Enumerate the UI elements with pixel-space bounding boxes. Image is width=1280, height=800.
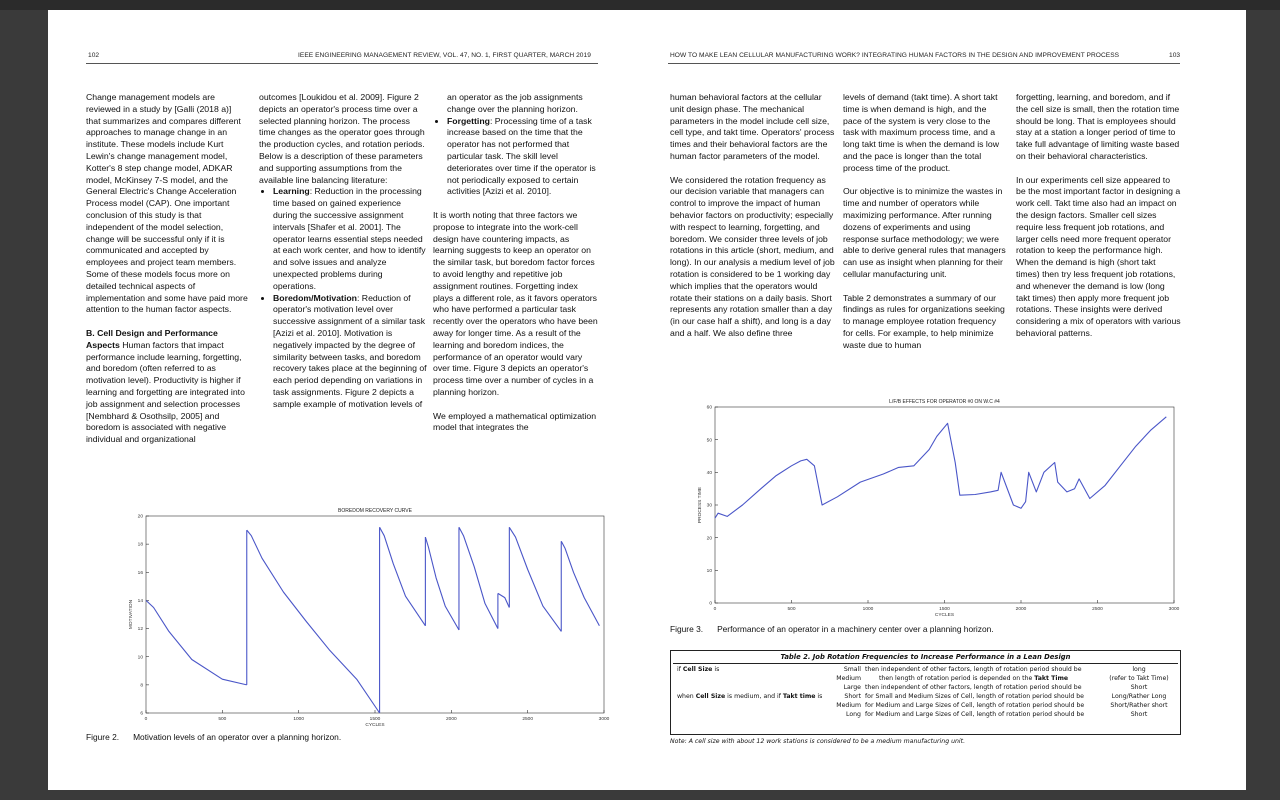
table-row-rule: then independent of other factors, length of rotation period should be: [865, 666, 1082, 673]
right-column-1: [670, 92, 835, 352]
table-note: Note: A cell size with about 12 work stations is considered to be a medium manufacturing unit.: [670, 738, 966, 745]
list-item: [273, 293, 427, 411]
factor-list-cont: [433, 116, 599, 199]
window-top-strip: [0, 0, 1280, 10]
figure-caption-text: Motivation levels of an operator over a planning horizon.: [133, 732, 342, 742]
paragraph: outcomes [Loukidou et al. 2009]. Figure 2 depicts an operator's process time over a selected planning horizon. The process time changes as the operator goes through the production cycles, and rotation periods. Below is a description of these parameters and supporting assumptions from the available line balancing literature:: [259, 92, 425, 185]
left-page: [48, 10, 647, 790]
x-tick-label: 3000: [1168, 607, 1180, 612]
table-row-rule: for Medium and Large Sizes of Cell, length of rotation period should be: [865, 702, 1085, 709]
paragraph: levels of demand (takt time). A short takt time is when demand is high, and the pace of the system is very close to the task with maximum process time, and a long takt time is when the demand is low and the pace is longer than the total process time of the product.: [843, 92, 999, 173]
list-item: [273, 186, 427, 292]
curve-segment: [459, 527, 498, 628]
page-number: 103: [1169, 52, 1181, 59]
condition-term: Cell Size: [695, 693, 726, 700]
figure-3-chart: [683, 391, 1183, 623]
section-heading: B. Cell Design and Performance Aspects: [86, 327, 218, 350]
plot-frame: [146, 516, 604, 713]
x-tick-label: 500: [218, 717, 227, 722]
table-row-level: Medium: [836, 702, 861, 709]
paragraph: We considered the rotation frequency as our decision variable that managers can control to improve the impact of human behavior factors on productivity; especially with respect to learning, forgetting, and boredom. We consider three levels of job rotations in this article (short, medium, and long). In our analysis a medium level of job rotation is considered to be 1 working day which implies that the operators would rotate their stations on a daily basis. Short represents any rotation smaller than a day (in our case half a shift), and long is a day and a half. We also define three: [670, 174, 835, 338]
curve-segment: [247, 530, 380, 713]
y-tick-label: 0: [709, 601, 712, 607]
x-tick-label: 2000: [445, 717, 457, 722]
condition-text: when: [677, 693, 696, 700]
table-row-level: Small: [843, 666, 861, 673]
list-item-term: Boredom/Motivation: [273, 292, 357, 303]
list-item-term: Learning: [273, 186, 310, 197]
left-column-3: [433, 92, 599, 446]
paragraph: human behavioral factors at the cellular unit design phase. The mechanical parameters in the model include cell size, cell type, and takt time. Operators' process times and their behavioral factors are the human factor parameters of the model.: [670, 92, 835, 161]
x-tick-label: 2500: [522, 717, 534, 722]
x-tick-label: 1500: [369, 717, 381, 722]
y-tick-label: 10: [706, 568, 712, 574]
curve-segment: [146, 600, 247, 685]
condition-text: if: [677, 666, 683, 673]
y-axis-label: PROCESS TIME: [698, 486, 703, 524]
figure-2-caption: [86, 732, 341, 742]
curve-segment: [561, 541, 599, 626]
curve-segment: [380, 527, 426, 626]
right-column-3: [1016, 92, 1181, 352]
paragraph: It is worth noting that three factors we propose to integrate into the work-cell design have countering impacts, as learning suggests to keep an operator on the similar task, but boredom factor forces to avoid lengthy and repetitive job assignment routines. Forgetting index plays a different role, as it favors operators who have performed a particular task recently over the operators who have been away for longer time. As a result of the learning and boredom indices, the performance of an operator would vary over time. Figure 3 depicts an operator's process time over a number of cycles in a planning horizon.: [433, 209, 598, 397]
figure-caption-text: Performance of an operator in a machinery center over a planning horizon.: [717, 624, 994, 634]
table-condition: [677, 666, 719, 673]
rule-term: Takt Time: [1034, 675, 1069, 682]
paragraph: Our objective is to minimize the wastes in time and number of operators while maximizing performance. After running dozens of experiments and using response surface methodology; we were able to derive general rules that managers can use as insight when planning for their cellular manufacturing unit.: [843, 186, 1006, 279]
header-rule: [86, 63, 598, 64]
paragraph: In our experiments cell size appeared to be the most important factor in designing a work cell. Takt time also had an impact on the design factors. Smaller cell sizes require less frequent job rotations, and larger cells need more frequent operator rotation to keep the performance high. When the demand is high (short takt times) then try less frequent job rotations, and whenever the demand is low (long takt times) then apply more frequent job rotations. These insights were derived considering a mix of operators with various behavioral patterns.: [1016, 174, 1181, 338]
table-row-value: (refer to Takt Time): [1109, 675, 1169, 682]
x-tick-label: 0: [713, 607, 717, 612]
table-row-level: Long: [846, 711, 861, 718]
y-tick-label: 40: [706, 470, 712, 476]
list-item-text: : Reduction in the processing time based on gained experience during the successive assignment intervals [Shafer et al. 2001]. The operator learns essential steps needed at each work center, and how to identify and solve issues and analyze unexpected problems during operations.: [273, 186, 426, 291]
curve-segment: [509, 527, 561, 631]
y-tick-label: 14: [137, 599, 143, 605]
plot-frame: [715, 407, 1174, 603]
table-2: [670, 650, 1181, 735]
y-tick-label: 18: [137, 542, 143, 548]
condition-text: is: [815, 693, 823, 700]
y-tick-label: 12: [137, 627, 143, 633]
x-axis-label: CYCLES: [365, 723, 385, 728]
table-row-rule: for Small and Medium Sizes of Cell, length of rotation period should be: [865, 693, 1084, 700]
y-tick-label: 60: [706, 405, 712, 411]
right-column-2: [843, 92, 1007, 363]
y-tick-label: 20: [706, 536, 712, 542]
x-tick-label: 1000: [293, 717, 305, 722]
table-rule: [673, 663, 1178, 664]
figure-3-caption: [670, 624, 994, 634]
list-item-text: : Reduction of operator's motivation level over successive assignment of a similar task [Azizi et al. 2010]. Motivation is negatively impacted by the degree of similarity between tasks, and boredom recovery takes place at the beginning of each period depending on variations in task assignments. Figure 2 depicts a sample example of motivation levels of: [273, 292, 427, 409]
table-row-value: Long/Rather Long: [1111, 693, 1167, 700]
condition-term: Takt time: [782, 693, 816, 700]
header-rule: [668, 63, 1180, 64]
running-head: HOW TO MAKE LEAN CELLULAR MANUFACTURING WORK? INTEGRATING HUMAN FACTORS IN THE DESIGN AND IMPROVEMENT PROCESS: [670, 52, 1120, 59]
y-tick-label: 16: [137, 570, 143, 576]
left-column-2: [259, 92, 427, 411]
paragraph: Human factors that impact performance include learning, forgetting, and boredom (often referred to as motivation level). Productivity is higher if learning and forgetting are integrated into job assignment and selection processes [Nembhard & Osothsilp, 2005] and boredom is associated with negative individual and organizational: [86, 339, 245, 445]
document-spread: [48, 10, 1246, 790]
running-head: IEEE ENGINEERING MANAGEMENT REVIEW, VOL. 47, NO. 1, FIRST QUARTER, MARCH 2019: [298, 52, 591, 59]
factor-list: [259, 186, 427, 410]
list-item-text: : Processing time of a task increase based on the time that the operator has not performed that particular task. The skill level deteriorates over time if the operator is not periodically exposed to certain activities [Azizi et al. 2010].: [447, 115, 596, 197]
x-tick-label: 3000: [598, 717, 610, 722]
list-item-term: Forgetting: [447, 115, 490, 126]
y-tick-label: 30: [706, 503, 712, 509]
y-tick-label: 50: [706, 438, 712, 444]
y-axis-label: MOTIVATION: [129, 599, 134, 630]
list-item: [447, 116, 599, 199]
table-row-value: Short: [1130, 711, 1148, 718]
table-row-value: Short: [1130, 684, 1148, 691]
condition-text: is medium, and if: [725, 693, 783, 700]
table-row-rule: for Medium and Large Sizes of Cell, length of rotation period should be: [865, 711, 1085, 718]
x-tick-label: 2000: [1015, 607, 1027, 612]
table-row-value: long: [1132, 666, 1146, 673]
x-axis-label: CYCLES: [934, 613, 955, 618]
chart-title: BOREDOM RECOVERY CURVE: [338, 508, 412, 514]
table-row-rule: then independent of other factors, length of rotation period should be: [865, 684, 1082, 691]
figure-2-chart: [78, 496, 613, 730]
curve-segment: [425, 537, 459, 630]
table-row-level: Short: [844, 693, 861, 700]
table-row-level: Large: [843, 684, 861, 691]
paragraph: Table 2 demonstrates a summary of our findings as rules for organizations seeking to manage employee rotation frequency for cells. For example, to help minimize waste due to human: [843, 292, 1005, 350]
chart-title: L/F/B EFFECTS FOR OPERATOR #0 ON W.C #4: [889, 399, 1000, 405]
condition-text: is: [712, 666, 720, 673]
y-tick-label: 10: [137, 655, 143, 661]
condition-term: Cell Size: [682, 666, 713, 673]
y-tick-label: 20: [137, 514, 143, 520]
rule-text: then length of rotation period is depended on the: [879, 675, 1035, 682]
table-row-rule: [879, 675, 1068, 682]
figure-label: Figure 2.: [86, 732, 120, 742]
list-continuation: an operator as the job assignments change over the planning horizon.: [447, 92, 583, 114]
y-tick-label: 8: [140, 683, 143, 689]
table-row-level: Medium: [836, 675, 861, 682]
page-number: 102: [88, 52, 100, 59]
x-tick-label: 0: [144, 717, 148, 722]
x-tick-label: 500: [787, 607, 796, 612]
left-column-1: [86, 92, 248, 446]
paragraph: forgetting, learning, and boredom, and if the cell size is small, then the rotation time should be long. That is employees should stay at a station a longer period of time to take full advantage of limiting waste based on their behavioral characteristics.: [1016, 92, 1180, 161]
x-tick-label: 1000: [862, 607, 874, 612]
table-condition: [677, 693, 822, 700]
series-line: [715, 417, 1166, 518]
paragraph: Change management models are reviewed in a study by [Galli (2018 a)] that summarizes and compares different approaches to manage change in an institute. These models include Kurt Lewin's change management model, Kotter's 8 step change model, ADKAR model, McKinsey 7-S model, and the General Electric's Change Acceleration Process model (CAP). One important conclusion of this study is that independent of the model selection, change will be successful only if it is communicated and accepted by employees and project team members. Some of these models focus more on detailed technical aspects of implementation and some have paid more attention to the human factor aspects.: [86, 92, 248, 315]
x-tick-label: 1500: [939, 607, 950, 612]
table-title: Table 2. Job Rotation Frequencies to Increase Performance in a Lean Design: [780, 653, 1071, 661]
table-row-value: Short/Rather short: [1110, 702, 1168, 709]
figure-label: Figure 3.: [670, 624, 704, 634]
y-tick-label: 6: [140, 711, 143, 717]
curve-segment: [498, 593, 509, 607]
x-tick-label: 2500: [1092, 607, 1103, 612]
paragraph: We employed a mathematical optimization model that integrates the: [433, 410, 597, 433]
